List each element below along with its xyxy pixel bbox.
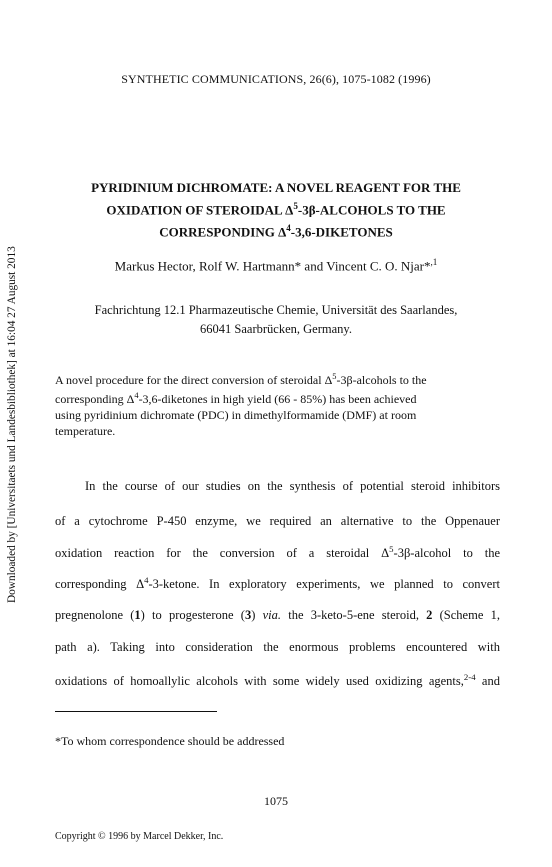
body-paragraph-line: corresponding $\Delta^4-3$-ketone. In exploratory experiments, we planned to convert — [55, 575, 500, 592]
journal-header: SYNTHETIC COMMUNICATIONS, 26(6), 1075-1082 (1996) — [121, 72, 431, 86]
copyright-notice: Copyright © 1996 by Marcel Dekker, Inc. — [55, 831, 224, 842]
body-paragraph-line: path a). Taking into consideration the enormous problems encountered with — [55, 640, 500, 654]
abstract: A novel procedure for the direct conversion of steroidal $\Delta^5-3\beta$-alcohols to the corresponding $\Delta^4-3,6$-diketones in high yield (66 - 85%) has been achieved using pyridinium dichromate (PDC) in dimethylformamide (DMF) at room temperature. — [55, 372, 427, 438]
affiliation: Fachrichtung 12.1 Pharmazeutische Chemie, Universität des Saarlandes, 66041 Saarbrücken, Germany. — [94, 303, 458, 336]
body-paragraph-line: In the course of our studies on the synthesis of potential steroid inhibitors — [85, 479, 500, 493]
body-paragraph-line: of a cytochrome P-450 enzyme, we required an alternative to the Oppenauer — [55, 514, 500, 528]
title-line-1: PYRIDINIUM DICHROMATE: A NOVEL REAGENT FOR THE — [91, 180, 461, 195]
article-title — [60, 178, 492, 242]
author-list: Markus Hector, Rolf W. Hartmann* and Vincent C. O. Njar*$^{,1}$ — [114, 257, 438, 274]
footnote-rule — [55, 711, 217, 712]
body-paragraph-line: oxidations of homoallylic alcohols with some widely used oxidizing agents,$^{2-4}$ and — [55, 672, 500, 689]
title-line-2: OXIDATION OF STEROIDAL $\Delta^5-3\beta$-ALCOHOLS TO THE — [106, 201, 446, 218]
body-paragraph-line: pregnenolone (1) to progesterone (3) via. the 3-keto-5-ene steroid, 2 (Scheme 1, — [55, 608, 500, 622]
footnote: *To whom correspondence should be addressed — [55, 734, 285, 748]
body-paragraph-line: oxidation reaction for the conversion of a steroidal $\Delta^5-3\beta$-alcohol to the — [55, 544, 500, 561]
title-line-3: CORRESPONDING $\Delta^4-3,6$-DIKETONES — [159, 223, 393, 240]
page-number: 1075 — [264, 794, 288, 808]
download-watermark: Downloaded by [Universitaets und Landesbibliothek] at 16:04 27 August 2013 — [6, 246, 18, 604]
